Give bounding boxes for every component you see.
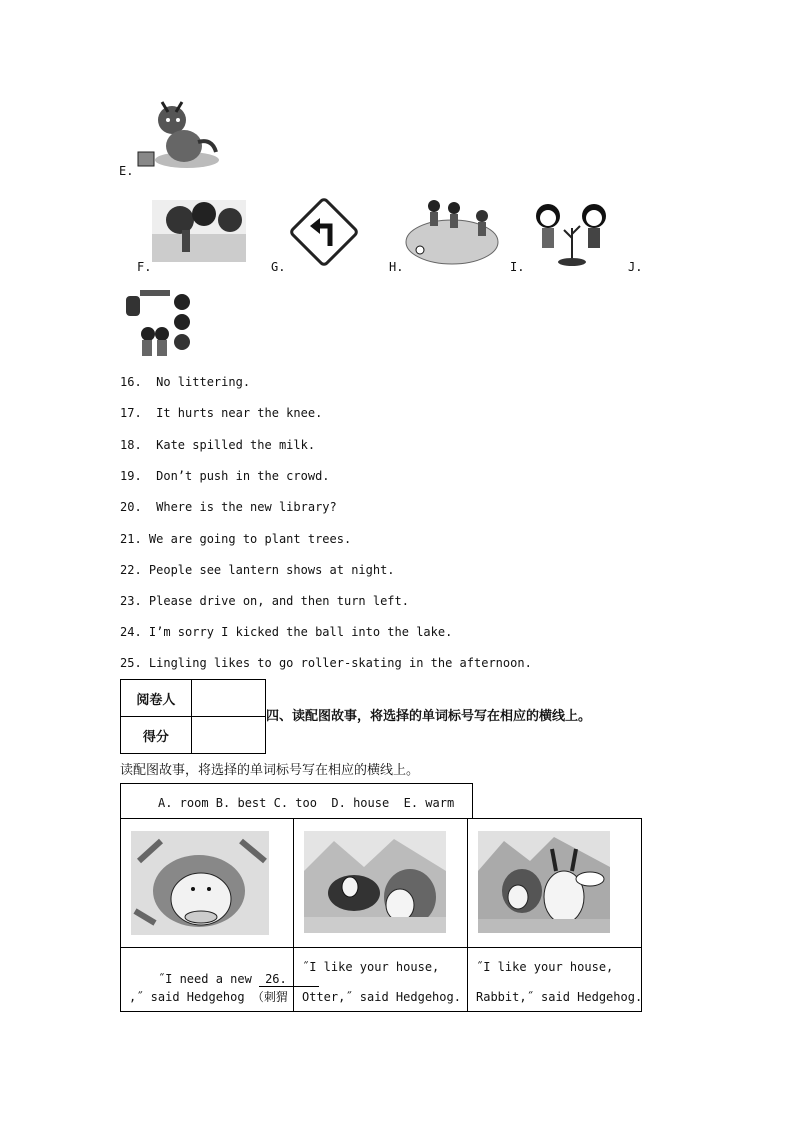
label-i: I. bbox=[510, 260, 525, 274]
label-e: E. bbox=[119, 164, 134, 178]
otter-house-icon bbox=[304, 831, 446, 933]
word-bank: A. room B. best C. too D. house E. warm bbox=[158, 796, 455, 810]
instruction-text: 读配图故事，将选择的单词标号写在相应的横线上。 bbox=[120, 763, 420, 778]
story-image-cell-2 bbox=[293, 818, 468, 948]
label-h: H. bbox=[389, 260, 404, 274]
story-3-line-1: ˝I like your house, bbox=[476, 960, 614, 974]
section-title: 四、读配图故事，将选择的单词标号写在相应的横线上。 bbox=[266, 709, 592, 724]
sentence-18: 18. Kate spilled the milk. bbox=[120, 438, 316, 452]
lantern-show-icon bbox=[120, 288, 196, 362]
story-1-line-1: ˝I need a new bbox=[157, 972, 260, 986]
sentence-22: 22. People see lantern shows at night. bbox=[120, 563, 395, 577]
reviewer-field[interactable] bbox=[191, 680, 265, 717]
park-scene-icon bbox=[152, 194, 246, 264]
sentence-24: 24. I’m sorry I kicked the ball into the lake. bbox=[120, 625, 453, 639]
label-f: F. bbox=[137, 260, 152, 274]
kids-playing-football-icon bbox=[404, 196, 500, 268]
story-image-cell-1 bbox=[120, 818, 294, 948]
score-table bbox=[120, 679, 266, 754]
reviewer-label: 阅卷人 bbox=[121, 680, 192, 717]
cat-spilling-bucket-icon bbox=[132, 98, 222, 174]
sentence-23: 23. Please drive on, and then turn left. bbox=[120, 594, 409, 608]
sentence-17: 17. It hurts near the knee. bbox=[120, 406, 323, 420]
sentence-25: 25. Lingling likes to go roller-skating in the afternoon. bbox=[120, 656, 532, 670]
label-j: J. bbox=[628, 260, 643, 274]
answer-blank-26[interactable]: 26. bbox=[259, 972, 319, 987]
story-1-line-2: ,˝ said Hedgehog （刺猬 bbox=[129, 990, 288, 1004]
story-text-cell-3 bbox=[467, 947, 642, 1012]
sentence-19: 19. Don’t push in the crowd. bbox=[120, 469, 330, 483]
sentence-20: 20. Where is the new library? bbox=[120, 500, 337, 514]
hedgehog-icon bbox=[131, 831, 269, 935]
turn-left-sign-icon bbox=[288, 196, 360, 268]
label-g: G. bbox=[271, 260, 286, 274]
score-label: 得分 bbox=[121, 717, 192, 754]
sentence-21: 21. We are going to plant trees. bbox=[120, 532, 352, 546]
word-bank-box bbox=[120, 783, 473, 819]
story-2-line-2: Otter,˝ said Hedgehog. bbox=[302, 990, 461, 1004]
story-text-cell-1 bbox=[120, 947, 294, 1012]
score-field[interactable] bbox=[191, 717, 265, 754]
sentence-16: 16. No littering. bbox=[120, 375, 251, 389]
story-image-cell-3 bbox=[467, 818, 642, 948]
story-text-cell-2 bbox=[293, 947, 468, 1012]
rabbit-house-icon bbox=[478, 831, 610, 933]
story-3-line-2: Rabbit,˝ said Hedgehog. bbox=[476, 990, 643, 1004]
story-2-line-1: ˝I like your house, bbox=[302, 960, 440, 974]
kids-planting-tree-icon bbox=[528, 198, 620, 268]
